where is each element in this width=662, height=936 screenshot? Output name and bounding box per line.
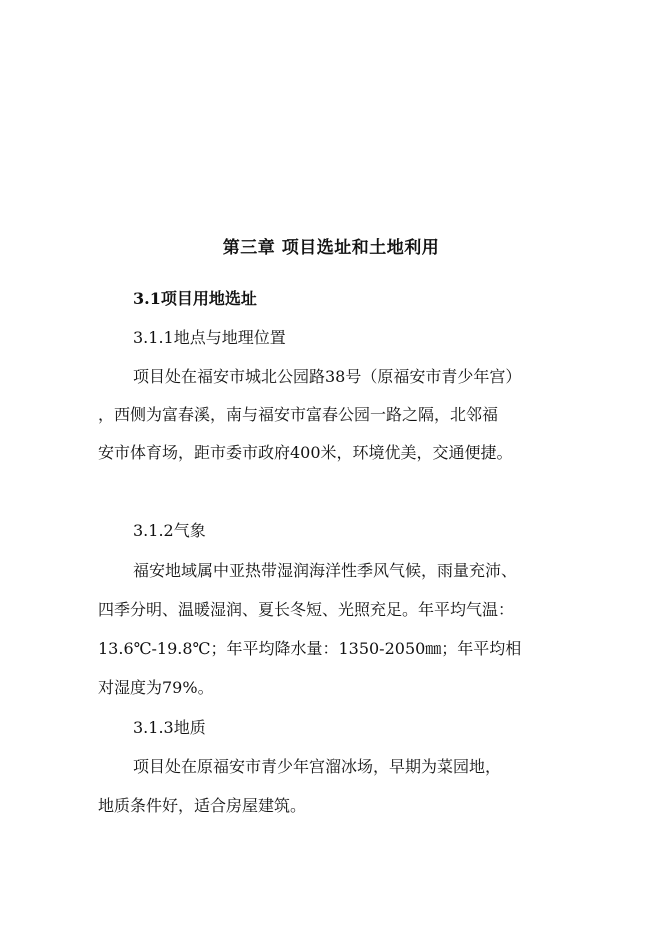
paragraph-line: 对湿度为79%。 xyxy=(98,678,214,697)
paragraph-line: 项目处在原福安市青少年宫溜冰场，早期为菜园地， xyxy=(133,757,502,776)
paragraph-line: 福安地域属中亚热带湿润海洋性季风气候，雨量充沛、 xyxy=(133,561,518,580)
paragraph-line: 四季分明、温暖湿润、夏长冬短、光照充足。年平均气温： xyxy=(98,600,515,619)
section-heading: 3.1项目用地选址 xyxy=(133,289,257,308)
subsection-heading-geology: 3.1.3地质 xyxy=(133,718,206,737)
paragraph-line: 安市体育场，距市委市政府400米，环境优美，交通便捷。 xyxy=(98,443,513,462)
paragraph-line: 项目处在福安市城北公园路38号（原福安市青少年宫） xyxy=(133,367,522,386)
paragraph-line: 13.6℃-19.8℃；年平均降水量：1350-2050㎜；年平均相 xyxy=(98,639,522,658)
chapter-title: 第三章 项目选址和土地利用 xyxy=(222,238,440,258)
subsection-heading-climate: 3.1.2气象 xyxy=(133,521,206,540)
subsection-heading-location: 3.1.1地点与地理位置 xyxy=(133,328,286,347)
paragraph-line: 地质条件好，适合房屋建筑。 xyxy=(98,796,307,815)
paragraph-line: ，西侧为富春溪，南与福安市富春公园一路之隔，北邻福 xyxy=(98,405,499,424)
